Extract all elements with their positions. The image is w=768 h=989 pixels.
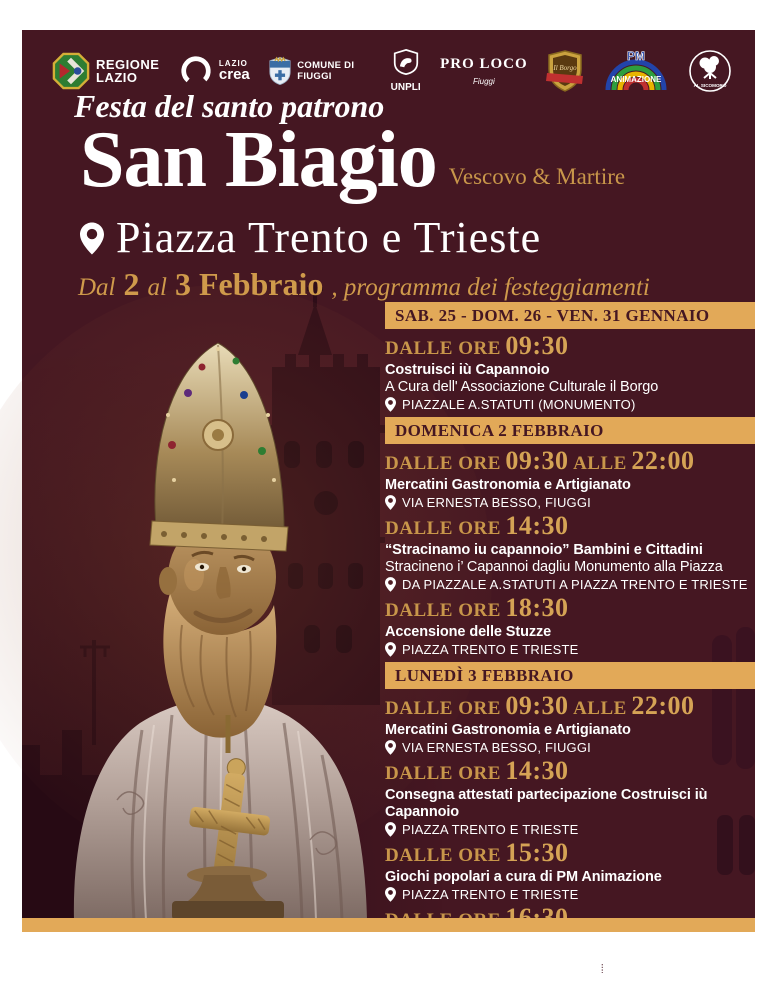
- unpli-label: UNPLI: [390, 82, 421, 93]
- logo-pro-loco-fiuggi: [440, 56, 528, 86]
- sponsor-logos-row: [52, 42, 732, 100]
- free-entry-note: INGRESSO GRATUITO: [592, 951, 755, 985]
- event-schedule: [385, 302, 755, 989]
- location-pin-icon: [385, 495, 396, 510]
- event-title: Concerto: Tribute band “Deca band 883 & Pezzali”: [385, 934, 727, 950]
- festival-kicker: Festa del santo patrono: [74, 88, 385, 124]
- schedule-section: [385, 302, 755, 413]
- event-title: Mercatini Gastronomia e Artigianato: [385, 722, 631, 738]
- event-time: DALLE ORE 14:30: [385, 756, 569, 785]
- event-location: VIA ERNESTA BESSO, FIUGGI: [385, 739, 755, 756]
- logo-regione-lazio: [52, 52, 159, 90]
- location-pin-icon: [385, 642, 396, 657]
- event: [385, 758, 755, 838]
- event: [385, 513, 755, 593]
- event-description: Stracineno i’ Capannoi dagliu Monumento alla Piazza: [385, 559, 723, 575]
- event: [385, 840, 755, 903]
- pm-animazione-rainbow-icon: [603, 50, 669, 92]
- pro-loco-label: PRO LOCO: [440, 56, 528, 72]
- comune-di-fiuggi-label: COMUNE DI FIUGGI: [297, 60, 355, 82]
- event-time: DALLE ORE 09:30 ALLE 22:00: [385, 691, 695, 720]
- regione-lazio-label: REGIONE LAZIO: [96, 57, 160, 85]
- section-header: DOMENICA 2 FEBBRAIO: [385, 417, 755, 444]
- event-title: Consegna attestati partecipazione Costruisci iù Capannoio: [385, 787, 708, 820]
- svg-text:ANIMAZIONE: ANIMAZIONE: [610, 75, 661, 84]
- schedule-section: [385, 662, 755, 985]
- page-title: San Biagio: [80, 116, 437, 204]
- main-location-text: Piazza Trento e Trieste: [116, 213, 542, 262]
- location-pin-icon: [385, 961, 396, 976]
- svg-text:PM: PM: [626, 49, 645, 63]
- san-biagio-poster: [22, 30, 755, 984]
- event-location: PIAZZA TRENTO E TRIESTE: [385, 641, 755, 658]
- title-row: [80, 116, 626, 204]
- dateline-part: 3 Febbraio: [174, 266, 324, 302]
- section-header: SAB. 25 - DOM. 26 - VEN. 31 GENNAIO: [385, 302, 755, 329]
- event: [385, 693, 755, 756]
- main-location-row: [80, 213, 542, 262]
- comune-di-fiuggi-crest-icon: [269, 56, 291, 86]
- logo-laziocrea: [179, 53, 250, 89]
- event-time: DALLE ORE 14:30: [385, 511, 569, 540]
- location-pin-icon: [385, 887, 396, 902]
- svg-text:Il Borgo: Il Borgo: [553, 64, 577, 72]
- laziocrea-label: LAZIO crea: [218, 59, 250, 83]
- event-location: DA PIAZZALE A.STATUTI A PIAZZA TRENTO E TRIESTE: [385, 576, 755, 593]
- event-title: Giochi popolari a cura di PM Animazione: [385, 869, 662, 885]
- pro-loco-fiuggi-label: Fiuggi: [472, 77, 495, 86]
- section-header: LUNEDÌ 3 FEBBRAIO: [385, 662, 755, 689]
- event-location: VIA ERNESTA BESSO, FIUGGI: [385, 494, 755, 511]
- event-time: DALLE ORE 09:30: [385, 331, 569, 360]
- event-time: DALLE ORE 18:30: [385, 593, 569, 622]
- svg-text:AL SICOMORO: AL SICOMORO: [693, 83, 727, 88]
- schedule-section: [385, 417, 755, 658]
- event-time: DALLE ORE 09:30 ALLE 22:00: [385, 446, 695, 475]
- logo-pm-animazione: [603, 50, 669, 92]
- event: [385, 333, 755, 413]
- dateline-part: , programma dei festeggiamenti: [331, 274, 650, 301]
- laziocrea-c-icon: [179, 53, 213, 89]
- il-borgo-shield-icon: [547, 49, 583, 93]
- location-pin-icon: [385, 740, 396, 755]
- dateline-part: Dal: [78, 274, 116, 301]
- logo-unpli: [391, 49, 421, 93]
- logo-il-borgo: [547, 49, 583, 93]
- event-title: “Stracinamo iu capannoio” Bambini e Cittadini: [385, 542, 703, 558]
- event-location: PIAZZA TRENTO E TRIESTE: [385, 821, 755, 838]
- location-pin-icon: [80, 222, 104, 255]
- bottom-gold-bar: [22, 918, 755, 932]
- event-title: Costruisci iù Capannoio: [385, 362, 550, 378]
- title-subtitle: Vescovo & Martire: [448, 164, 626, 189]
- ticket-icon: [592, 963, 608, 974]
- event: [385, 905, 755, 985]
- event-title: Mercatini Gastronomia e Artigianato: [385, 477, 631, 493]
- event: [385, 595, 755, 658]
- event-title: Accensione delle Stuzze: [385, 624, 552, 640]
- al-sicomoro-tree-icon: [688, 49, 732, 93]
- event: [385, 448, 755, 511]
- dateline-part: 2: [123, 266, 140, 302]
- event-location: PIAZZA TRENTO E TRIESTE: [385, 886, 755, 903]
- event-time: DALLE ORE 15:30: [385, 838, 569, 867]
- dateline: [78, 266, 650, 303]
- dateline-part: al: [147, 274, 167, 301]
- unpli-shield-icon: [393, 49, 419, 75]
- event-location: PIAZZALE A.STATUTI (MONUMENTO): [385, 396, 755, 413]
- location-pin-icon: [385, 822, 396, 837]
- regione-lazio-emblem-icon: [52, 52, 90, 90]
- location-pin-icon: [385, 397, 396, 412]
- event-description: A Cura dell' Associazione Culturale il Borgo: [385, 379, 659, 395]
- event-location: PIAZZA TRENTO E TRIESTE INGRESSO GRATUITO: [385, 951, 755, 985]
- location-pin-icon: [385, 577, 396, 592]
- logo-comune-di-fiuggi: [269, 56, 371, 86]
- logo-al-sicomoro: [688, 49, 732, 93]
